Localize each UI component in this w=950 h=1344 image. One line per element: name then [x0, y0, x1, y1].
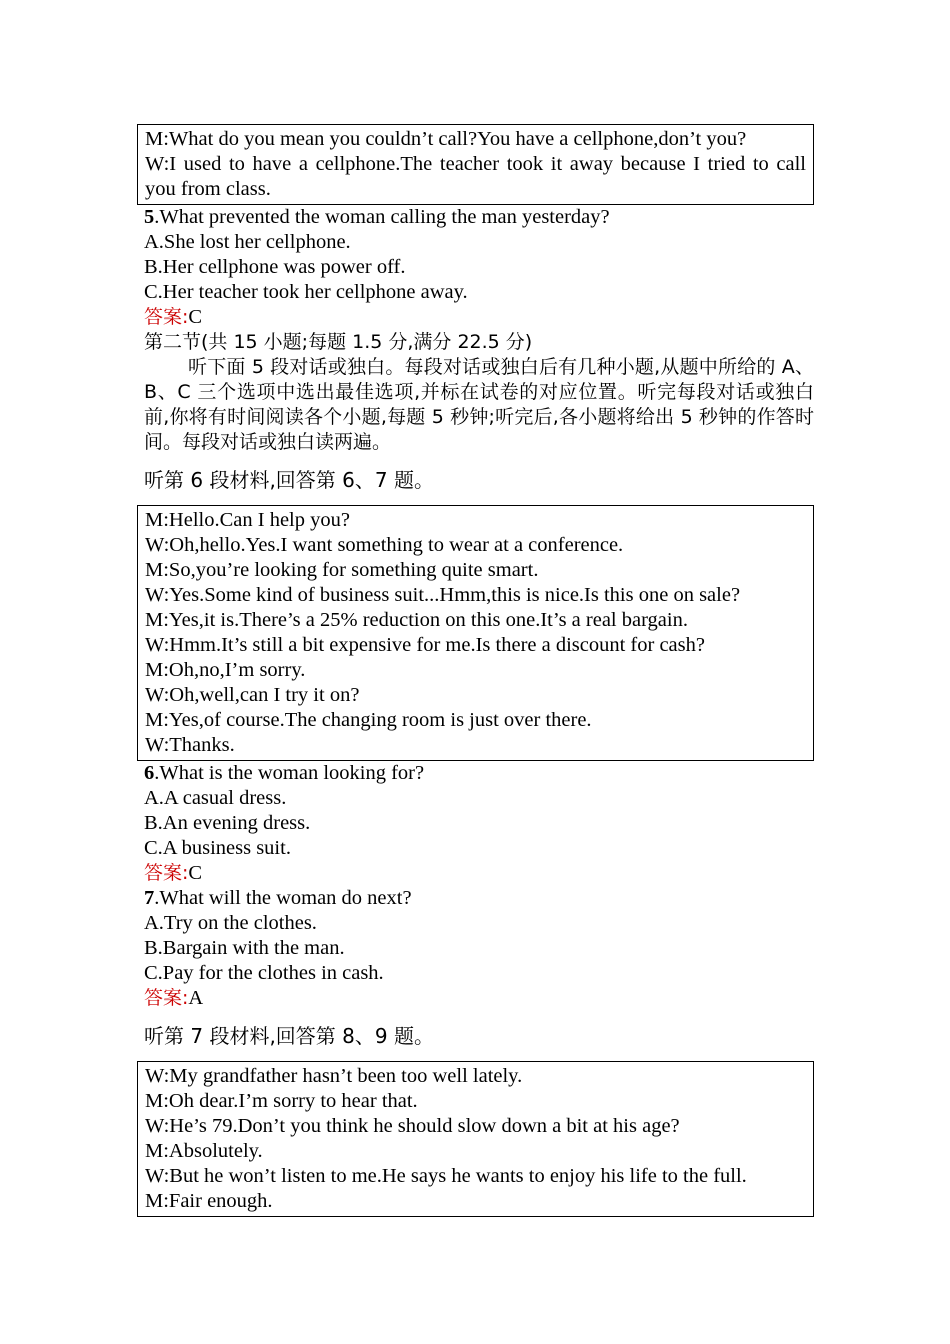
question-number: 5: [144, 206, 155, 228]
dialogue-line: M:Hello.Can I help you?: [145, 509, 350, 531]
dialogue-line: W:My grandfather hasn’t been too well lately.: [145, 1065, 523, 1087]
question-text: [144, 886, 814, 911]
dialogue-line: W:I used to have a cellphone.The teacher took it away because I tried to call you from class.: [145, 153, 806, 200]
question-stem: .What is the woman looking for?: [154, 762, 425, 784]
dialogue-line: M:So,you’re looking for something quite smart.: [145, 559, 539, 581]
dialogue-line: M:Oh,no,I’m sorry.: [145, 659, 306, 681]
document-page: [137, 124, 814, 1217]
question-5: [137, 205, 814, 330]
dialogue-line: W:Thanks.: [145, 734, 235, 756]
dialogue-line: M:Yes,it is.There’s a 25% reduction on this one.It’s a real bargain.: [145, 609, 688, 631]
option-b: B.Her cellphone was power off.: [144, 256, 406, 278]
dialogue-line: M:Oh dear.I’m sorry to hear that.: [145, 1090, 418, 1112]
option-c: C.A business suit.: [144, 837, 291, 859]
dialogue-line: M:Fair enough.: [145, 1190, 273, 1212]
dialogue-line: M:What do you mean you couldn’t call?You have a cellphone,don’t you?: [145, 128, 747, 150]
question-6: [137, 761, 814, 886]
question-stem: .What will the woman do next?: [154, 887, 412, 909]
answer-label: 答案:: [144, 306, 189, 328]
option-a: A.Try on the clothes.: [144, 912, 317, 934]
dialogue-line: W:He’s 79.Don’t you think he should slow down a bit at his age?: [145, 1115, 680, 1137]
question-stem: .What prevented the woman calling the man yesterday?: [154, 206, 610, 228]
dialogue-line: M:Yes,of course.The changing room is just over there.: [145, 709, 592, 731]
question-text: [144, 205, 814, 230]
dialogue-box-1: [137, 124, 814, 205]
material-7-heading: 听第 7 段材料,回答第 8、9 题。: [144, 1024, 434, 1048]
option-b: B.An evening dress.: [144, 812, 311, 834]
question-number: 7: [144, 887, 155, 909]
option-b: B.Bargain with the man.: [144, 937, 345, 959]
dialogue-box-7: [137, 1061, 814, 1217]
option-a: A.A casual dress.: [144, 787, 287, 809]
answer: [144, 861, 814, 886]
option-a: A.She lost her cellphone.: [144, 231, 351, 253]
section-instructions: 听下面 5 段对话或独白。每段对话或独白后有几种小题,从题中所给的 A、B、C 三个选项中选出最佳选项,并标在试卷的对应位置。听完每段对话或独白前,你将有时间阅读各个小题,每题 5 秒钟;听完后,各小题将给出 5 秒钟的作答时间。每段对话或独白读两遍。: [144, 356, 814, 453]
answer-value: C: [188, 862, 203, 884]
material-6-heading: 听第 6 段材料,回答第 6、7 题。: [144, 468, 434, 492]
answer-value: C: [188, 306, 203, 328]
dialogue-line: W:Oh,well,can I try it on?: [145, 684, 360, 706]
question-text: [144, 761, 814, 786]
question-number: 6: [144, 762, 155, 784]
dialogue-line: W:But he won’t listen to me.He says he wants to enjoy his life to the full.: [145, 1165, 747, 1187]
answer-value: A: [188, 987, 204, 1009]
section-subtitle: (共 15 小题;每题 1.5 分,满分 22.5 分): [201, 331, 533, 353]
dialogue-box-6: [137, 505, 814, 761]
answer-label: 答案:: [144, 987, 189, 1009]
option-c: C.Her teacher took her cellphone away.: [144, 281, 468, 303]
answer: [144, 305, 814, 330]
dialogue-line: W:Oh,hello.Yes.I want something to wear at a conference.: [145, 534, 624, 556]
section-2-header: [137, 330, 814, 355]
answer: [144, 986, 814, 1011]
question-7: [137, 886, 814, 1011]
answer-label: 答案:: [144, 862, 189, 884]
dialogue-line: W:Yes.Some kind of business suit...Hmm,this is nice.Is this one on sale?: [145, 584, 741, 606]
section-title: 第二节: [144, 331, 202, 353]
dialogue-line: W:Hmm.It’s still a bit expensive for me.Is there a discount for cash?: [145, 634, 705, 656]
option-c: C.Pay for the clothes in cash.: [144, 962, 384, 984]
dialogue-line: M:Absolutely.: [145, 1140, 263, 1162]
